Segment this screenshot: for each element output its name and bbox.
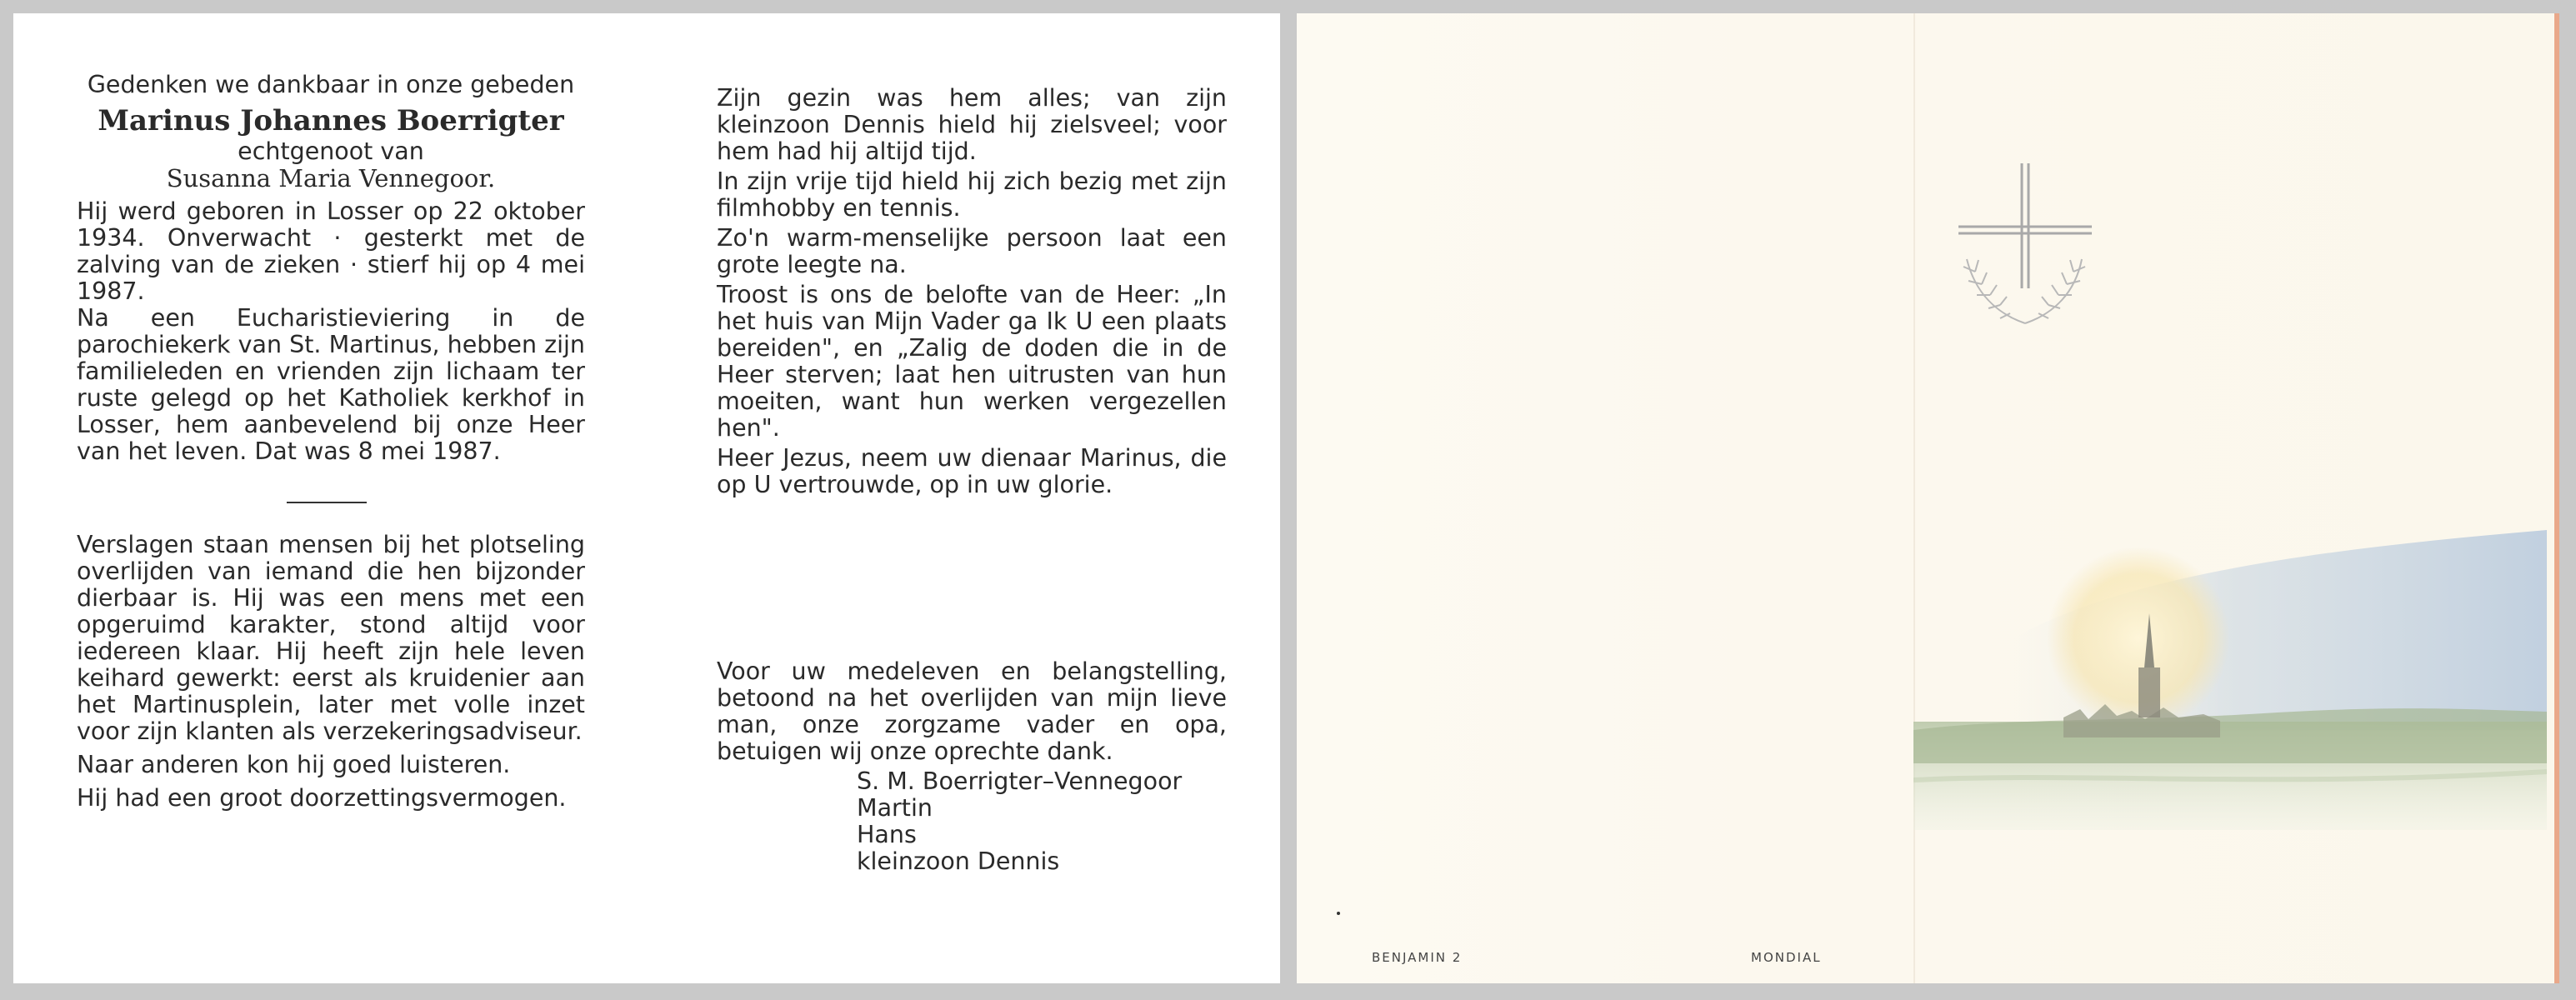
funeral-paragraph: Na een Eucharistieviering in de parochiekerk van St. Martinus, hebben zijn familieleden en vrienden zijn lichaam ter ruste gelegd op het Katholiek kerkhof in Losser, hem aanbevelend bij onze Heer van het leven. Dat was 8 mei 1987. [77,304,585,465]
village-landscape-illustration [1913,513,2547,880]
hobby-paragraph: In zijn vrije tijd hield hij zich bezig met zijn filmhobby en tennis. [717,168,1227,222]
thanks-paragraph: Voor uw medeleven en belangstelling, betoond na het overlijden van mijn lieve man, onze zorgzame vader en opa, betuigen wij onze oprechte dank. [717,658,1227,765]
memorial-card-cover-page [1297,13,2559,983]
signer-name: Hans [857,821,917,848]
emptiness-paragraph: Zo'n warm-menselijke persoon laat een grote leegte na. [717,224,1227,278]
birth-death-paragraph: Hij werd geboren in Losser op 22 oktober 1934. Onverwacht · gesterkt met de zalving van de zieken · stierf hij op 4 mei 1987. [77,198,585,305]
spouse-label: echtgenoot van [238,138,424,165]
ink-speck [1337,912,1340,915]
left-column [77,13,585,812]
memorial-card-inside-page [13,13,1280,983]
listening-paragraph: Naar anderen kon hij goed luisteren. [77,751,511,778]
publisher-label: MONDIAL [1751,950,1822,965]
spouse-name: Susanna Maria Vennegoor. [166,164,496,192]
perseverance-paragraph: Hij had een groot doorzettingsvermogen. [77,784,567,812]
character-paragraph: Verslagen staan mensen bij het plotseling overlijden van iemand die hen bijzonder dierbaar is. Hij was een mens met een opgeruimd karakter, stond altijd voor iedereen klaar. Hij heeft zijn hele leven keihard gewerkt: eerst als kruidenier aan het Martinusplein, later met volle inzet voor zijn klanten als verzekeringsadviseur. [77,531,585,745]
signer-name: kleinzoon Dennis [857,848,1060,875]
deceased-name: Marinus Johannes Boerrigter [98,104,564,138]
family-paragraph: Zijn gezin was hem alles; van zijn kleinzoon Dennis hield hij zielsveel; voor hem had hij altijd tijd. [717,84,1227,165]
right-column [717,13,1227,875]
section-divider [287,502,367,503]
intro-text: Gedenken we dankbaar in onze gebeden [87,71,575,98]
signer-name: S. M. Boerrigter–Vennegoor [857,768,1183,795]
cross-with-palm-icon [1917,147,2167,347]
scripture-paragraph: Troost is ons de belofte van de Heer: „In het huis van Mijn Vader ga Ik U een plaats bereiden", en „Zalig de doden die in de Heer sterven; laat hen uitrusten van hun moeiten, want hun werken vergezellen hen". [717,281,1227,442]
card-series-label: BENJAMIN 2 [1372,950,1463,965]
signer-name: Martin [857,794,933,822]
prayer-paragraph: Heer Jezus, neem uw dienaar Marinus, die op U vertrouwde, op in uw glorie. [717,444,1227,498]
signers-list [717,768,1227,875]
